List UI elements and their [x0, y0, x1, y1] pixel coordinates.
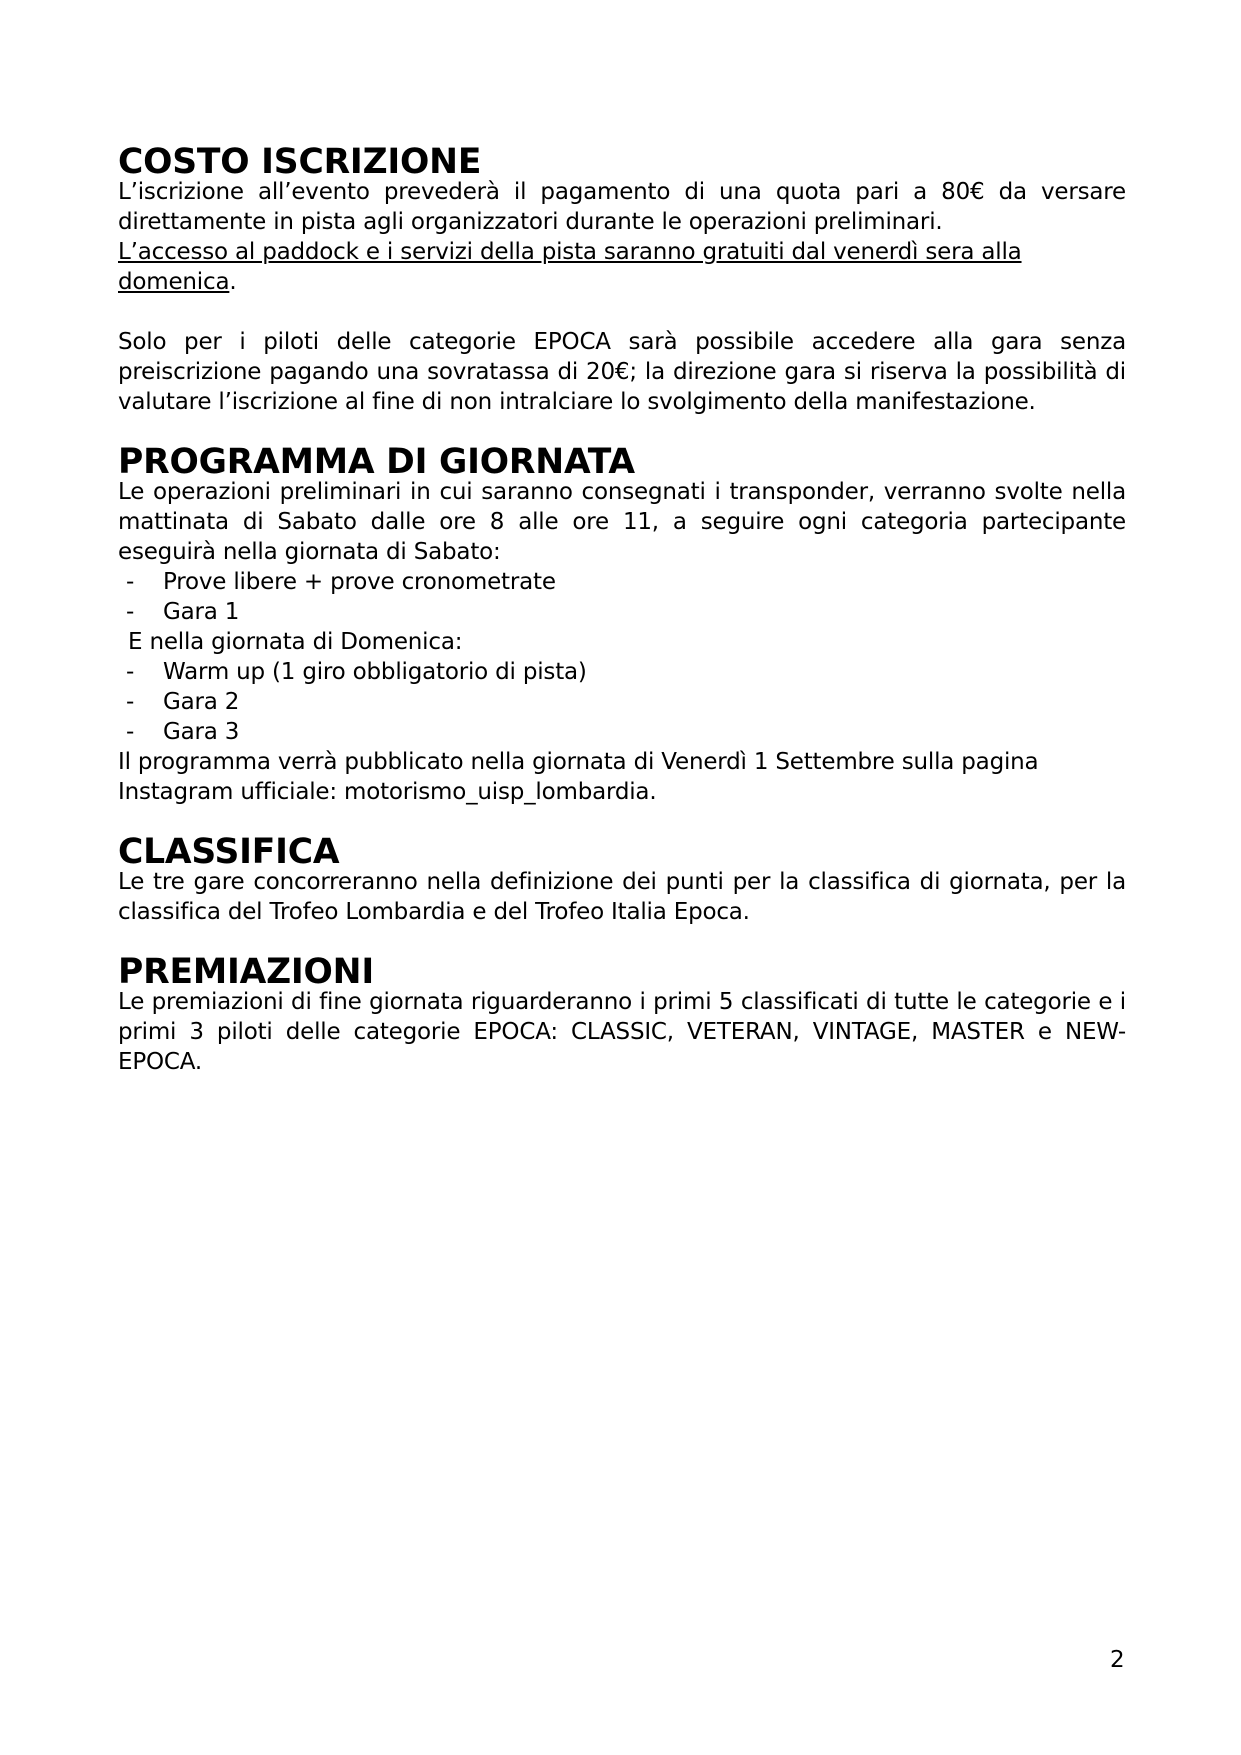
sunday-list — [118, 657, 1126, 747]
section-premiazioni — [118, 952, 1126, 1077]
section-programma — [118, 442, 1126, 807]
list-item-text: Warm up (1 giro obbligatorio di pista) — [163, 659, 587, 685]
list-item — [118, 687, 1126, 717]
list-item — [118, 567, 1126, 597]
costo-paragraph-fee: L’iscrizione all’evento prevederà il pagamento di una quota pari a 80€ da versare direttamente in pista agli organizzatori durante le operazioni preliminari. — [118, 179, 1126, 235]
costo-paragraph-paddock — [118, 237, 1126, 297]
list-item-text: Gara 2 — [163, 689, 240, 715]
premiazioni-text: Le premiazioni di fine giornata riguarderanno i primi 5 classificati di tutte le categorie e i primi 3 piloti delle categorie EPOCA: CLASSIC, VETERAN, VINTAGE, MASTER e NEW-EPOCA. — [118, 989, 1126, 1075]
document-page — [118, 142, 1126, 1077]
dash-bullet: - — [126, 599, 135, 625]
saturday-list — [118, 567, 1126, 627]
paragraph-gap — [118, 297, 1126, 327]
list-item-text: Prove libere + prove cronometrate — [163, 569, 556, 595]
list-item-text: Gara 1 — [163, 599, 240, 625]
paddock-access-period: . — [229, 269, 237, 295]
list-item — [118, 717, 1126, 747]
heading-programma: PROGRAMMA DI GIORNATA — [118, 442, 635, 482]
page-number: 2 — [1110, 1647, 1125, 1673]
classifica-text: Le tre gare concorreranno nella definizione dei punti per la classifica di giornata, per la classifica del Trofeo Lombardia e del Trofeo Italia Epoca. — [118, 869, 1126, 925]
list-item-text: Gara 3 — [163, 719, 240, 745]
programma-note: Il programma verrà pubblicato nella giornata di Venerdì 1 Settembre sulla pagina Instagram ufficiale: motorismo_uisp_lombardia. — [118, 749, 1039, 805]
section-costo-iscrizione — [118, 142, 1126, 417]
costo-paragraph-epoca: Solo per i piloti delle categorie EPOCA sarà possibile accedere alla gara senza preiscrizione pagando una sovratassa di 20€; la direzione gara si riserva la possibilità di valutare l’iscrizione al fine di non intralciare lo svolgimento della manifestazione. — [118, 329, 1126, 415]
programma-intro: Le operazioni preliminari in cui saranno consegnati i transponder, verranno svolte nella mattinata di Sabato dalle ore 8 alle ore 11, a seguire ogni categoria partecipante eseguirà nella giornata di Sabato: — [118, 479, 1126, 565]
heading-costo-iscrizione: COSTO ISCRIZIONE — [118, 142, 482, 182]
heading-classifica: CLASSIFICA — [118, 832, 340, 872]
paddock-access-underlined: L’accesso al paddock e i servizi della pista saranno gratuiti dal venerdì sera alla domenica — [118, 239, 1022, 295]
dash-bullet: - — [126, 569, 135, 595]
list-item — [118, 657, 1126, 687]
section-classifica — [118, 832, 1126, 927]
dash-bullet: - — [126, 659, 135, 685]
list-item — [118, 597, 1126, 627]
sunday-intro: E nella giornata di Domenica: — [128, 629, 463, 655]
dash-bullet: - — [126, 689, 135, 715]
heading-premiazioni: PREMIAZIONI — [118, 952, 374, 992]
dash-bullet: - — [126, 719, 135, 745]
